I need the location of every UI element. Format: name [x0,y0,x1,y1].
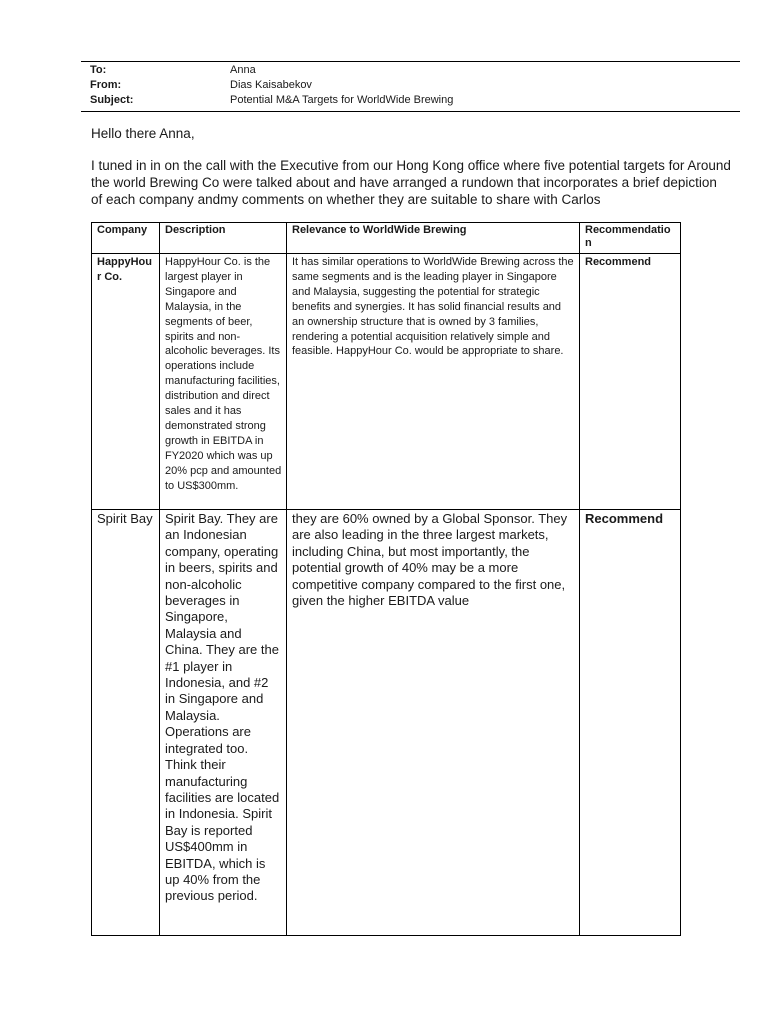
memo-to-row [81,63,740,78]
greeting: Hello there Anna, [91,126,195,141]
description-cell: HappyHour Co. is the largest player in Singapore and Malaysia, in the segments of beer, spirits and non-alcoholic beverages. Its operations include manufacturing facilities, distribution and direct sales and it has demonstrated strong growth in EBITDA in FY2020 which was up 20% pcp and amounted to US$300mm. [160,254,287,510]
memo-from-row [81,78,740,93]
relevance-cell: they are 60% owned by a Global Sponsor. They are also leading in the three largest markets, including China, but most importantly, the potential growth of 40% may be a more competitive company compared to the first one, given the higher EBITDA value [287,510,580,936]
memo-subject-label: Subject: [90,94,134,106]
memo-subject-value: Potential M&A Targets for WorldWide Brewing [230,94,454,106]
memo-subject-row [81,93,740,108]
header-description: Description [160,223,287,254]
table-row [92,510,681,936]
company-cell: Spirit Bay [92,510,160,936]
intro-paragraph: I tuned in in on the call with the Executive from our Hong Kong office where five potential targets for Around the world Brewing Co were talked about and have arranged a rundown that incorporates a brief depiction of each company andmy comments on whether they are suitable to share with Carlos [91,158,731,207]
table-row [92,254,681,510]
memo-from-label: From: [90,79,122,91]
company-cell: HappyHour Co. [92,254,160,510]
table-header-row [92,223,681,254]
memo-from-value: Dias Kaisabekov [230,79,312,91]
targets-table [91,222,681,936]
relevance-cell: It has similar operations to WorldWide Brewing across the same segments and is the leading player in Singapore and Malaysia, suggesting the potential for strategic benefits and synergies. It has solid financial results and an ownership structure that is owned by 3 families, rendering a potential acquisition relatively simple and feasible. HappyHour Co. would be appropriate to share. [287,254,580,510]
header-company: Company [92,223,160,254]
header-recommendation: Recommendation [580,223,681,254]
memo-header [81,61,740,112]
recommendation-cell: Recommend [580,254,681,510]
header-relevance: Relevance to WorldWide Brewing [287,223,580,254]
memo-to-value: Anna [230,64,256,76]
recommendation-cell: Recommend [580,510,681,936]
memo-to-label: To: [90,64,107,76]
description-cell: Spirit Bay. They are an Indonesian company, operating in beers, spirits and non-alcoholic beverages in Singapore, Malaysia and China. They are the #1 player in Indonesia, and #2 in Singapore and Malaysia. Operations are integrated too. Think their manufacturing facilities are located in Indonesia. Spirit Bay is reported US$400mm in EBITDA, which is up 40% from the previous period. [160,510,287,936]
